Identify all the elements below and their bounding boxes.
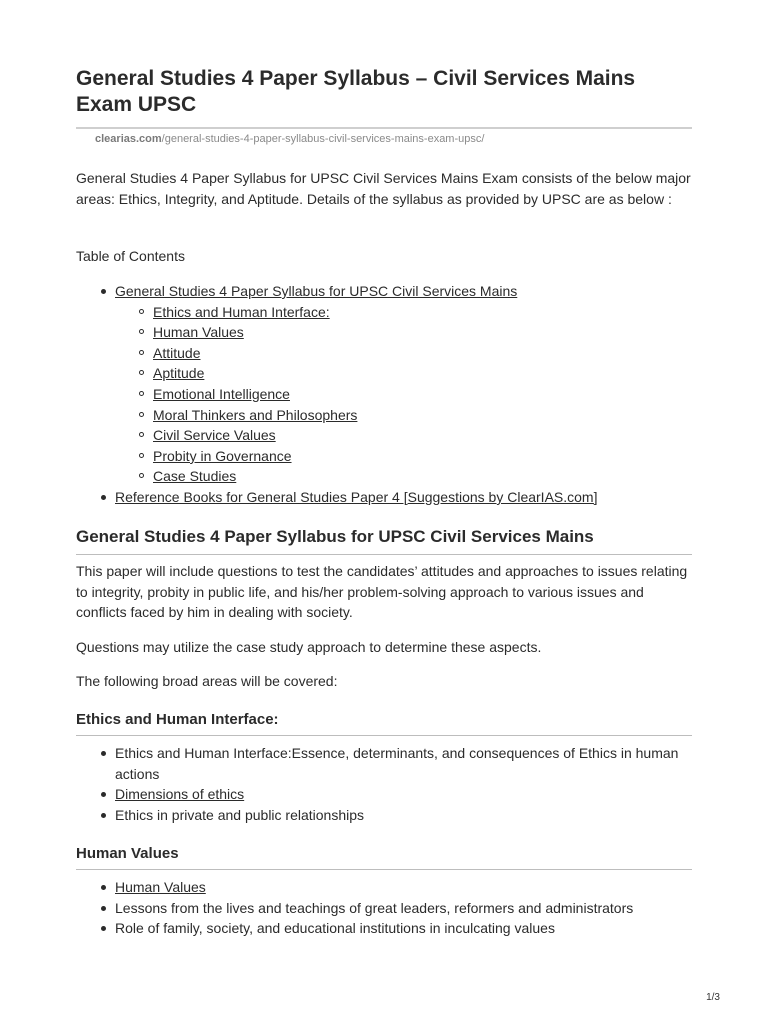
toc-item bbox=[76, 446, 692, 467]
section-paragraph-2: Questions may utilize the case study approach to determine these aspects. bbox=[76, 639, 542, 655]
section-paragraph-1: This paper will include questions to test the candidates’ attitudes and approaches to issues relating to integrity, probity in public life, and his/her problem-solving approach to various issues and conflicts faced by him in dealing with society. bbox=[76, 563, 688, 621]
toc-item bbox=[76, 363, 692, 384]
url-path: /general-studies-4-paper-syllabus-civil-services-mains-exam-upsc/ bbox=[161, 133, 485, 145]
human-values-list bbox=[76, 877, 692, 939]
table-of-contents bbox=[76, 281, 692, 508]
url-domain: clearias.com bbox=[95, 133, 162, 145]
toc-item bbox=[76, 425, 692, 446]
list-item: Role of family, society, and educational institutions in inculcating values bbox=[76, 918, 692, 939]
toc-link-emotional-intelligence[interactable]: Emotional Intelligence bbox=[153, 385, 290, 402]
page-title: General Studies 4 Paper Syllabus – Civil Services Mains Exam UPSC bbox=[76, 67, 636, 116]
toc-item bbox=[76, 466, 692, 487]
list-item: Lessons from the lives and teachings of great leaders, reformers and administrators bbox=[76, 898, 692, 919]
source-url[interactable] bbox=[95, 133, 484, 145]
page-number: 1/3 bbox=[706, 992, 720, 1003]
ethics-list bbox=[76, 743, 692, 825]
section-divider bbox=[76, 554, 692, 555]
toc-link-attitude[interactable]: Attitude bbox=[153, 344, 201, 361]
ethics-divider bbox=[76, 735, 692, 736]
section-paragraph-3: The following broad areas will be covered: bbox=[76, 673, 338, 689]
list-item: Ethics in private and public relationships bbox=[76, 805, 692, 826]
toc-item bbox=[76, 322, 692, 343]
toc-item bbox=[76, 302, 692, 323]
list-item bbox=[76, 784, 692, 805]
toc-link-human-values[interactable]: Human Values bbox=[153, 324, 244, 341]
toc-link-aptitude[interactable]: Aptitude bbox=[153, 365, 205, 382]
toc-item-main bbox=[76, 281, 692, 302]
title-divider bbox=[76, 127, 692, 129]
human-values-heading: Human Values bbox=[76, 845, 179, 862]
toc-item bbox=[76, 405, 692, 426]
toc-item-reference bbox=[76, 487, 692, 508]
list-item bbox=[76, 877, 692, 898]
toc-label: Table of Contents bbox=[76, 248, 185, 264]
toc-link-main[interactable]: General Studies 4 Paper Syllabus for UPSC Civil Services Mains bbox=[115, 283, 518, 299]
human-values-divider bbox=[76, 869, 692, 870]
toc-link-case-studies[interactable]: Case Studies bbox=[153, 468, 237, 485]
toc-item bbox=[76, 384, 692, 405]
toc-link-moral-thinkers[interactable]: Moral Thinkers and Philosophers bbox=[153, 406, 358, 423]
section-heading: General Studies 4 Paper Syllabus for UPSC Civil Services Mains bbox=[76, 527, 594, 546]
toc-link-ethics[interactable]: Ethics and Human Interface: bbox=[153, 303, 330, 320]
toc-link-reference[interactable]: Reference Books for General Studies Paper 4 [Suggestions by ClearIAS.com] bbox=[115, 488, 598, 505]
human-values-link[interactable]: Human Values bbox=[115, 879, 206, 895]
toc-link-probity[interactable]: Probity in Governance bbox=[153, 447, 292, 464]
ethics-heading: Ethics and Human Interface: bbox=[76, 711, 279, 728]
dimensions-of-ethics-link[interactable]: Dimensions of ethics bbox=[115, 786, 245, 803]
toc-link-suggestions[interactable]: Suggestions by ClearIAS.com bbox=[407, 488, 594, 505]
toc-link-civil-service-values[interactable]: Civil Service Values bbox=[153, 427, 276, 444]
intro-paragraph: General Studies 4 Paper Syllabus for UPSC Civil Services Mains Exam consists of the below major areas: Ethics, Integrity, and Aptitude. Details of the syllabus as provided by UPSC are as below : bbox=[76, 170, 691, 207]
toc-item bbox=[76, 343, 692, 364]
list-item: Ethics and Human Interface:Essence, determinants, and consequences of Ethics in human actions bbox=[76, 743, 692, 784]
